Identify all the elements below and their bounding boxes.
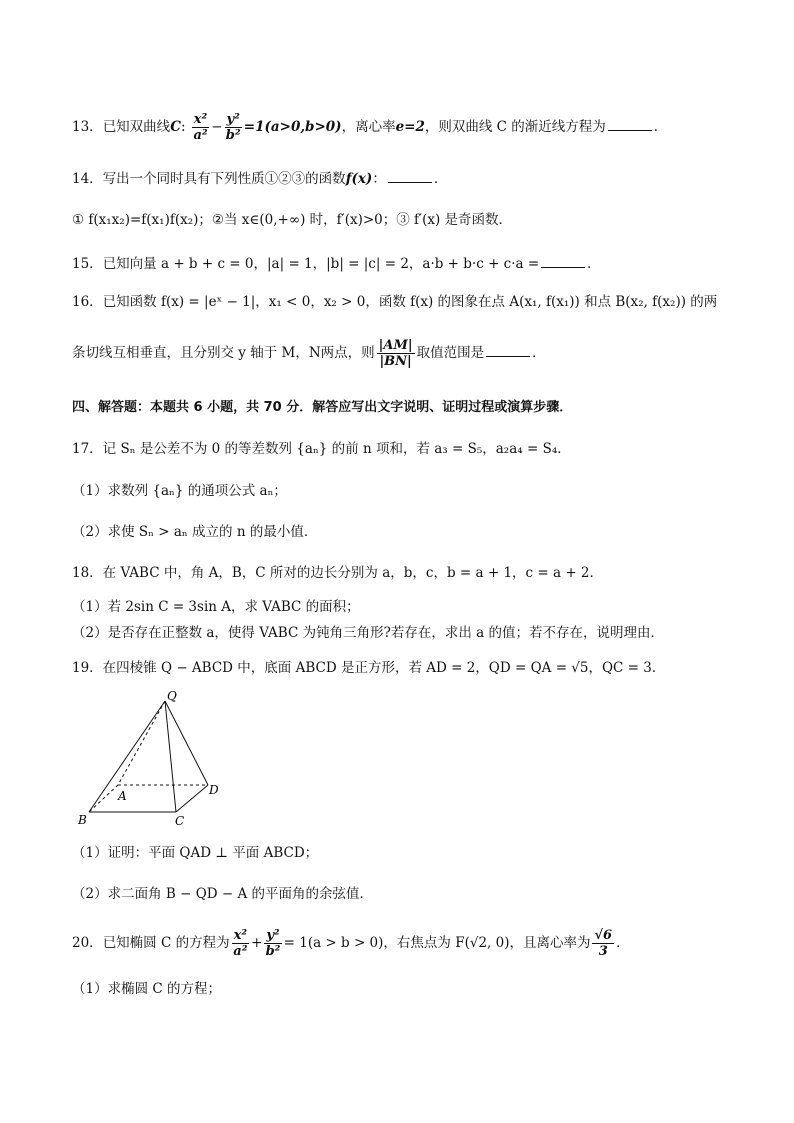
- q14-colon: ：: [372, 171, 386, 187]
- question-16-line1: [72, 292, 734, 312]
- q15-answer-blank[interactable]: [541, 255, 585, 268]
- question-19-part1: （1）证明：平面 QAD ⊥ 平面 ABCD；: [72, 845, 319, 861]
- q14-func: f(x): [345, 171, 373, 187]
- label-b: B: [78, 813, 87, 827]
- q13-end: ．: [653, 119, 668, 135]
- section-4-title: 四、解答题：本题共 6 小题，共 70 分．解答应写出文字说明、证明过程或演算步骤．: [72, 400, 573, 415]
- q16-line1: 已知函数 f(x) = |eˣ − 1|，x₁ < 0，x₂ > 0，函数 f(x) 的图象在点 A(x₁, f(x₁)) 和点 B(x₂, f(x₂)) 的两: [102, 294, 718, 310]
- q16-end: ．: [532, 345, 546, 361]
- q13-ecc: e=2: [395, 119, 425, 135]
- q20-text1: 已知椭圆 C 的方程为: [102, 935, 230, 951]
- q20-frac-y: $\frac{\text{y²}}{\text{b²}}$: [265, 928, 281, 959]
- pyramid-figure: [76, 688, 226, 828]
- q15-end: ．: [587, 256, 601, 272]
- edge-qb: [89, 701, 165, 812]
- question-14: [72, 169, 734, 189]
- q20-frac-ecc: $\frac{√6}{3}$: [594, 928, 613, 959]
- q14-number: 14．: [72, 171, 103, 187]
- question-16-line2: [72, 336, 734, 370]
- q13-suffix: ，则双曲线 C 的渐近线方程为: [424, 119, 606, 135]
- question-18-part2: （2）是否存在正整数 a，使得 VABC 为钝角三角形?若存在，求出 a 的值；若不存在，说明理由．: [72, 625, 664, 641]
- q14-text: 写出一个同时具有下列性质①②③的函数: [102, 171, 346, 187]
- question-13: 13．已知双曲线C: $\frac{\text{x²}}{\text{a²}}$ − $\frac{\text{y²}}{\text{b²}}$ =1(a>0,b>0)，离心率e=2，则双曲线 C 的渐近线方程为 ．: [72, 112, 668, 143]
- question-19-part2: （2）求二面角 B − QD − A 的平面角的余弦值．: [72, 886, 374, 902]
- label-d: D: [209, 783, 219, 797]
- q13-eq-rest: =1(a>0,b>0): [243, 119, 342, 135]
- edge-ab: [89, 785, 118, 812]
- q15-number: 15．: [72, 256, 103, 272]
- q13-number: 13．: [72, 119, 103, 135]
- q16-answer-blank[interactable]: [486, 344, 530, 357]
- q20-plus: +: [251, 935, 263, 951]
- q20-frac-x: $\frac{\text{x²}}{\text{a²}}$: [233, 928, 248, 959]
- q13-frac-x: $\frac{\text{x²}}{\text{a²}}$: [193, 112, 208, 143]
- question-17-part1: （1）求数列 {aₙ} 的通项公式 aₙ；: [72, 483, 287, 499]
- q14-end: ．: [433, 171, 448, 187]
- question-14-properties: ① f(x₁x₂)=f(x₁)f(x₂)；②当 x∈(0,+∞) 时，f′(x)>0；③ f′(x) 是奇函数．: [72, 212, 513, 228]
- q20-number: 20．: [72, 935, 103, 951]
- question-15: [72, 254, 734, 274]
- q13-curve: C: [170, 119, 181, 135]
- q13-frac-y: $\frac{\text{y²}}{\text{b²}}$: [225, 112, 241, 143]
- q14-answer-blank[interactable]: [388, 170, 432, 183]
- question-20-part1: （1）求椭圆 C 的方程；: [72, 981, 222, 997]
- label-q: Q: [167, 689, 177, 703]
- edge-cd: [176, 785, 208, 812]
- question-18-stem: 18．在 VABC 中，角 A，B，C 所对的边长分别为 a，b，c，b = a + 1，c = a + 2．: [72, 565, 604, 581]
- q15-text: 已知向量 a + b + c = 0，|a| = 1，|b| = |c| = 2，a·b + b·c + c·a =: [102, 256, 540, 272]
- label-a: A: [118, 789, 127, 803]
- q16-ratio-fraction: $\frac{|AM|}{|BN|}$: [378, 338, 413, 369]
- q13-answer-blank[interactable]: [608, 118, 652, 131]
- edge-qa: [118, 701, 165, 785]
- question-20-stem: [72, 926, 734, 960]
- q13-mid: ，离心率: [341, 119, 396, 135]
- q16-line2b: 取值范围是: [416, 345, 485, 361]
- question-18-part1: （1）若 2sin C = 3sin A，求 VABC 的面积；: [72, 599, 360, 615]
- question-17-stem: 17．记 Sₙ 是公差不为 0 的等差数列 {aₙ} 的前 n 项和，若 a₃ = S₅，a₂a₄ = S₄．: [72, 441, 571, 457]
- q20-end: ．: [616, 935, 630, 951]
- label-c: C: [175, 814, 185, 828]
- question-19-stem: 19．在四棱锥 Q − ABCD 中，底面 ABCD 是正方形，若 AD = 2，QD = QA = √5，QC = 3．: [72, 660, 666, 676]
- edge-qc: [165, 701, 176, 812]
- q20-text2: = 1(a > b > 0)，右焦点为 F(√2, 0)，且离心率为: [283, 935, 591, 951]
- q16-line2a: 条切线互相垂直，且分别交 y 轴于 M，N两点，则: [72, 345, 375, 361]
- q13-prefix: 已知双曲线: [102, 119, 171, 135]
- edge-qd: [165, 701, 208, 785]
- q16-number: 16．: [72, 294, 103, 310]
- question-17-part2: （2）求使 Sₙ > aₙ 成立的 n 的最小值．: [72, 524, 318, 540]
